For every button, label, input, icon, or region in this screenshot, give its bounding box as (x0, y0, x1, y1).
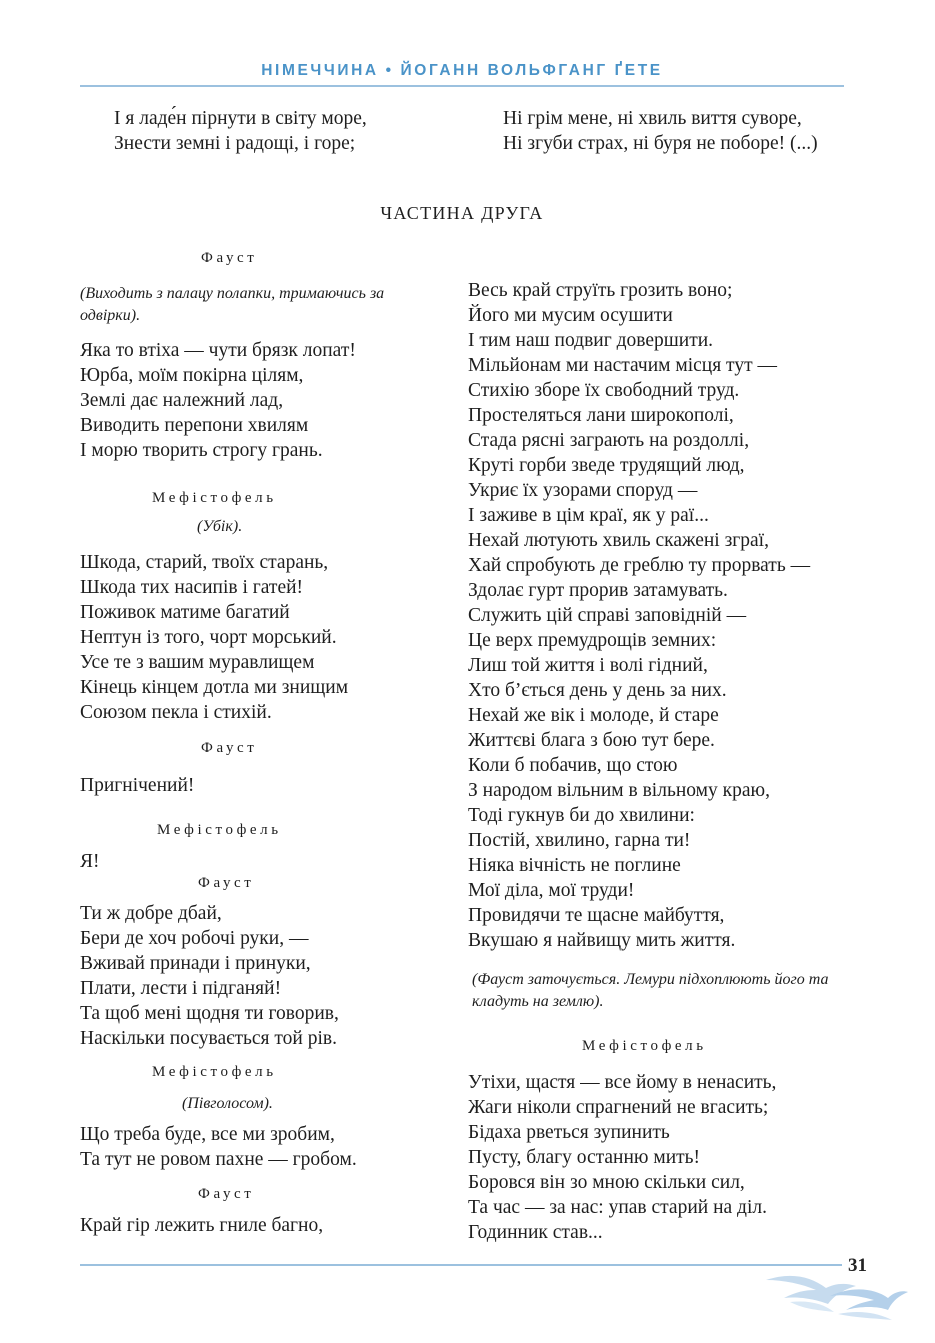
verse-line: Простеляться лани широкополі, (468, 405, 734, 426)
verse-line: Провидячи те щасне майбуття, (468, 905, 725, 926)
verse-line: І тим наш подвиг довершити. (468, 330, 714, 351)
verse-line: Поживок матиме багатий (80, 602, 290, 623)
stage-direction-2: (Убік). (197, 518, 243, 535)
header-divider (80, 85, 844, 87)
verse-line: Вкушаю я найвищу мить життя. (468, 930, 736, 951)
speaker-mephisto-4: Мефістофель (582, 1038, 707, 1054)
verse-line: Хто б’ється день у день за них. (468, 680, 727, 701)
flying-birds-icon (760, 1266, 910, 1326)
verse-line: Вживай принади і принуки, (80, 953, 311, 974)
verse-line: Ні грім мене, ні хвиль виття суворе, (503, 108, 802, 129)
verse-line: Шкода тих насипів і гатей! (80, 577, 304, 598)
speaker-mephisto-3: Мефістофель (152, 1064, 277, 1080)
stage-direction-3: (Півголосом). (182, 1095, 273, 1112)
verse-block-faust-5 (468, 278, 810, 953)
speaker-faust-1: Фауст (201, 250, 258, 266)
verse-block-faust-4 (80, 1213, 323, 1238)
verse-line: Шкода, старий, твоїх старань, (80, 552, 329, 573)
verse-line: Виводить перепони хвилям (80, 415, 309, 436)
verse-line: Постій, хвилино, гарна ти! (468, 830, 691, 851)
verse-line: Пригнічений! (80, 775, 195, 796)
speaker-faust-3: Фауст (198, 875, 255, 891)
verse-line: Тоді гукнув би до хвилини: (468, 805, 695, 826)
verse-line: Це верх премудрощів земних: (468, 630, 717, 651)
verse-line: Утіхи, щастя — все йому в ненасить, (468, 1072, 777, 1093)
verse-line: Лиш той життя і волі гідний, (468, 655, 708, 676)
verse-line: Що треба буде, все ми зробим, (80, 1124, 335, 1145)
verse-line: Усе те з вашим муравлищем (80, 652, 315, 673)
speaker-mephisto-1: Мефістофель (152, 490, 277, 506)
verse-block-mephisto-1 (80, 550, 348, 725)
verse-line: Бідаха рветься зупинить (468, 1122, 670, 1143)
page-number: 31 (848, 1255, 867, 1276)
speaker-faust-2: Фауст (201, 740, 258, 756)
verse-line: Здолає гурт прорив затамувать. (468, 580, 728, 601)
verse-line: Та час — за нас: упав старий на діл. (468, 1197, 767, 1218)
verse-line: Землі дає належний лад, (80, 390, 284, 411)
stage-direction-4: (Фауст заточується. Лемури підхоплюють його та кладуть на землю). (472, 971, 829, 1010)
verse-line: Кінець кінцем дотла ми знищим (80, 677, 349, 698)
footer-divider (80, 1264, 842, 1266)
verse-line: Коли б побачив, що стою (468, 755, 678, 776)
verse-line: Бери де хоч робочі руки, — (80, 928, 309, 949)
verse-line: Ніяка вічність не поглине (468, 855, 681, 876)
verse-line: Та щоб мені щодня ти говорив, (80, 1003, 339, 1024)
verse-line: Край гір лежить гниле багно, (80, 1215, 324, 1236)
verse-line: Укриє їх узорами споруд — (468, 480, 698, 501)
verse-line: Наскільки посувається той рів. (80, 1028, 337, 1049)
verse-line: Ні згуби страх, ні буря не поборе! (...) (503, 133, 818, 154)
running-header: НІМЕЧЧИНА • ЙОГАНН ВОЛЬФГАНГ ҐЕТЕ (261, 62, 663, 79)
verse-line: З народом вільним в вільному краю, (468, 780, 770, 801)
verse-line: Його ми мусим осушити (468, 305, 673, 326)
verse-line: Юрба, моїм покірна цілям, (80, 365, 304, 386)
verse-line: І я ладе́н пірнути в світу море, (114, 108, 367, 129)
verse-line: Нехай лютують хвиль скажені зграї, (468, 530, 769, 551)
intro-verse-right (503, 106, 818, 156)
verse-block-mephisto-2 (80, 849, 100, 874)
verse-line: І морю творить строгу грань. (80, 440, 323, 461)
verse-line: Круті горби зведе трудящий люд, (468, 455, 745, 476)
verse-line: Хай спробують де греблю ту прорвать — (468, 555, 811, 576)
verse-block-mephisto-3 (80, 1122, 357, 1172)
verse-line: Я! (80, 851, 100, 872)
verse-line: Жаги ніколи спрагнений не вгасить; (468, 1097, 769, 1118)
intro-verse-left (114, 106, 367, 156)
stage-direction-1: (Виходить з палацу полапки, тримаючись за одвірки). (80, 285, 385, 324)
verse-block-faust-3 (80, 901, 339, 1051)
verse-line: Плати, лести і підганяй! (80, 978, 282, 999)
verse-line: Весь край струїть грозить воно; (468, 280, 733, 301)
section-title: ЧАСТИНА ДРУГА (380, 203, 544, 223)
verse-line: Нептун із того, чорт морський. (80, 627, 337, 648)
verse-line: Союзом пекла і стихій. (80, 702, 272, 723)
speaker-mephisto-2: Мефістофель (157, 822, 282, 838)
verse-line: Годинник став... (468, 1222, 603, 1243)
verse-line: Мільйонам ми настачим місця тут — (468, 355, 777, 376)
speaker-faust-4: Фауст (198, 1186, 255, 1202)
verse-line: Мої діла, мої труди! (468, 880, 635, 901)
verse-line: Пусту, благу останню мить! (468, 1147, 701, 1168)
verse-line: Яка то втіха — чути брязк лопат! (80, 340, 356, 361)
verse-line: Ти ж добре дбай, (80, 903, 222, 924)
verse-line: Стихію зборе їх свободний труд. (468, 380, 740, 401)
verse-line: Життєві блага з бою тут бере. (468, 730, 715, 751)
verse-line: Та тут не ровом пахне — гробом. (80, 1149, 357, 1170)
verse-block-faust-1 (80, 338, 356, 463)
verse-line: І заживе в цім краї, як у раї... (468, 505, 709, 526)
verse-block-mephisto-4 (468, 1070, 776, 1245)
verse-line: Нехай же вік і молоде, й старе (468, 705, 719, 726)
verse-line: Служить цій справі заповідній — (468, 605, 747, 626)
verse-block-faust-2 (80, 773, 194, 798)
verse-line: Боровся він зо мною скільки сил, (468, 1172, 745, 1193)
verse-line: Знести земні і радощі, і горе; (114, 133, 356, 154)
verse-line: Стада рясні заграють на роздоллі, (468, 430, 750, 451)
